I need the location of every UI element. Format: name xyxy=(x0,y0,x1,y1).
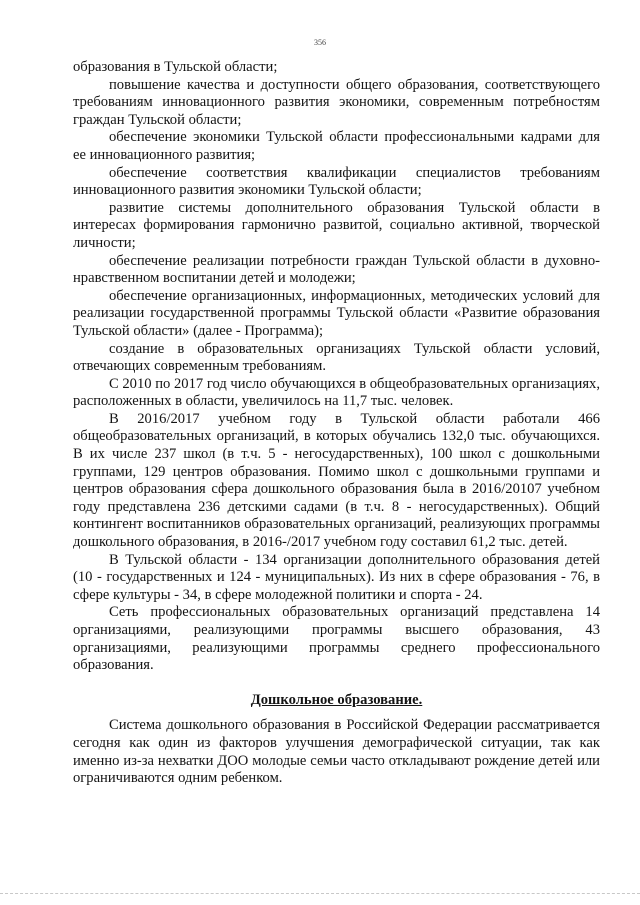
document-body xyxy=(73,59,600,788)
section-heading: Дошкольное образование. xyxy=(250,691,423,708)
paragraph: В 2016/2017 учебном году в Тульской области работали 466 общеобразовательных организаций, в которых обучались 132,0 тыс. обучающихся. В их числе 237 школ (в т.ч. 5 - негосударственных), 100 школ с дошкольными группами, 129 центров образования. Помимо школ с дошкольными группами и центров образования сфера дошкольного образования была в 2016/20107 учебном году представлена 236 детскими садами (в т.ч. 8 - негосударственных). Общий контингент воспитанников образовательных организаций, реализующих программы дошкольного образования, в 2016-/2017 учебном году составил 61,2 тыс. детей. xyxy=(73,410,600,551)
page-number: 356 xyxy=(314,38,326,47)
paragraph: С 2010 по 2017 год число обучающихся в общеобразовательных организациях, расположенных в области, увеличилось на 11,7 тыс. человек. xyxy=(73,375,600,410)
list-item-paragraph: обеспечение экономики Тульской области профессиональными кадрами для ее инновационного развития; xyxy=(73,129,600,163)
list-item-paragraph: обеспечение реализации потребности граждан Тульской области в духовно-нравственном воспитании детей и молодежи; xyxy=(73,252,600,287)
paragraph: В Тульской области - 134 организации дополнительного образования детей (10 - государственных и 124 - муниципальных). Из них в сфере образования - 76, в сфере культуры - 34, в сфере молодежной политики и спорта - 24. xyxy=(73,551,600,603)
list-item-paragraph: развитие системы дополнительного образования Тульской области в интересах формирования гармонично развитой, социально активной, творческой личности; xyxy=(73,199,600,251)
paragraph: Сеть профессиональных образовательных организаций представлена 14 организациями, реализующими программы высшего образования, 43 организациями, реализующими программы среднего профессионального образования. xyxy=(73,604,600,674)
list-item-paragraph: обеспечение соответствия квалификации специалистов требованиям инновационного развития экономики Тульской области; xyxy=(73,164,600,199)
paragraph: Система дошкольного образования в Российской Федерации рассматривается сегодня как один из факторов улучшения демографической ситуации, так как именно из-за нехватки ДОО молодые семьи часто откладывают рождение детей или ограничиваются одним ребенком. xyxy=(73,717,600,787)
paragraph: образования в Тульской области; xyxy=(73,59,278,75)
list-item-paragraph: повышение качества и доступности общего образования, соответствующего требованиям инновационного развития экономики, современным потребностям граждан Тульской области; xyxy=(73,76,600,128)
list-item-paragraph: создание в образовательных организациях Тульской области условий, отвечающих современным требованиям. xyxy=(73,340,600,375)
scan-edge-divider xyxy=(0,893,640,894)
list-item-paragraph: обеспечение организационных, информационных, методических условий для реализации государственной программы Тульской области «Развитие образования Тульской области» (далее - Программа); xyxy=(73,287,600,339)
